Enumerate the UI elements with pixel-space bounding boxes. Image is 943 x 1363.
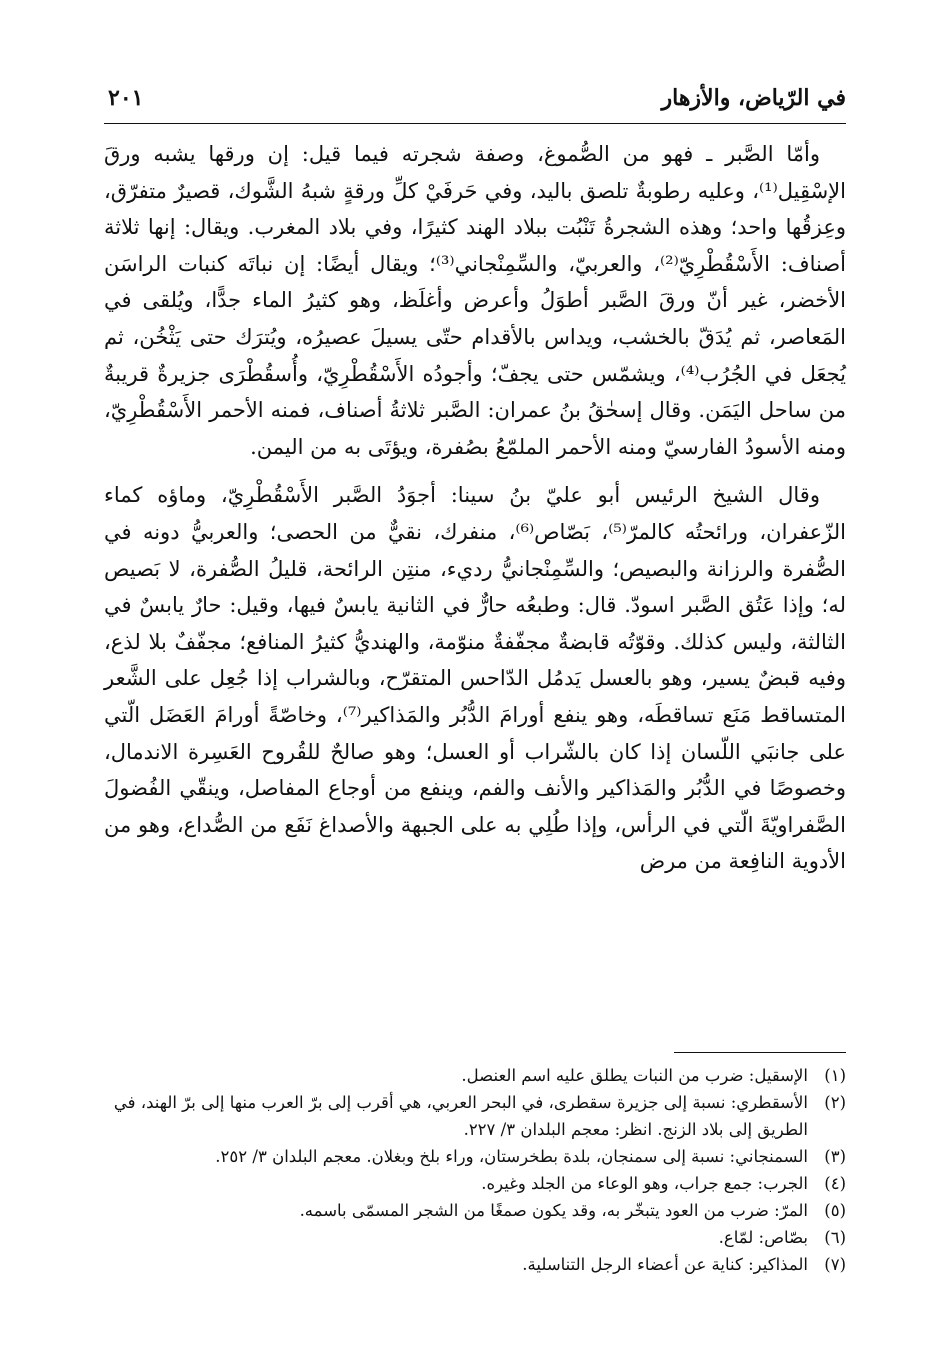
main-text (104, 136, 846, 880)
footnote-number: (٧) (824, 1255, 846, 1274)
header-rule (104, 123, 846, 124)
footnote-text: المذاكير: كناية عن أعضاء الرجل التناسلية. (522, 1255, 808, 1274)
footnote-text: الجرب: جمع جراب، وهو الوعاء من الجلد وغيره. (481, 1174, 808, 1193)
page-number: ٢٠١ (108, 85, 144, 111)
footnote-number: (٤) (824, 1174, 846, 1193)
footnote-number: (٣) (824, 1147, 846, 1166)
footnote-text: بصّاص: لمّاع. (718, 1228, 808, 1247)
footnote-item (104, 1089, 846, 1143)
footnote-item (104, 1062, 846, 1089)
footnote-text: السمنجاني: نسبة إلى سمنجان، بلدة بطخرستان، وراء بلخ وبغلان. معجم البلدان ٣/ ٢٥٢. (215, 1147, 808, 1166)
footnote-rule (674, 1052, 846, 1053)
footnote-number: (٢) (824, 1093, 846, 1112)
footnote-text: الأسقطري: نسبة إلى جزيرة سقطرى، في البحر العربي، هي أقرب إلى برّ العرب منها إلى برّ الهند، في الطريق إلى بلاد الزنج. انظر: معجم البلدان ٣/ ٢٢٧. (113, 1093, 808, 1139)
footnote-number: (٥) (824, 1201, 846, 1220)
footnote-text: الإسقيل: ضرب من النبات يطلق عليه اسم العنصل. (461, 1066, 808, 1085)
footnote-item (104, 1251, 846, 1278)
running-head (104, 80, 846, 116)
footnote-number: (١) (824, 1066, 846, 1085)
paragraph-aloe-description: وأمّا الصَّبر ـ فهو من الصُّموغ، وصفة شجرته فيما قيل: إن ورقها يشبه ورقَ الإسْقِيل⁽¹⁾، وعليه رطوبةٌ تلصق باليد، وفي حَرفَيْ كلِّ ورقةٍ شبهُ الشَّوك، قصيرٌ متفرّق، وعِزقُها واحد؛ وهذه الشجرةُ تَنْبُت ببلاد الهند كثيرًا، وفي بلاد المغرب. ويقال: إنها ثلاثة أصناف: الأَسْقُطْرِيّ⁽²⁾، والعربيّ، والسِّمِنْجاني⁽³⁾؛ ويقال أيضًا: إن نباتَه كنبات الراسَن الأخضر، غير أنّ ورقَ الصَّبر أطوَلُ وأعرض وأغلَظ، وهو كثيرُ الماء جدًّا، ويُلقى في المَعاصر، ثم يُدَقّ بالخشب، ويداس بالأقدام حتّى يسيلَ عصيرُه، ويُترَك حتى يَثْخُن، ثم يُجعَل في الجُرُب⁽⁴⁾، ويشمّس حتى يجفّ؛ وأجودُه الأَسْقُطْرِيّ، وأُسقُطْرَى جزيرةٌ قريبةٌ من ساحل اليَمَن. وقال إسحٰقُ بنُ عمران: الصَّبر ثلاثةُ أصناف، فمنه الأحمر الأَسْقُطْرِيّ، ومنه الأسودُ الفارسيّ ومنه الأحمر الملمّعُ بصُفرة، ويؤتَى به من اليمن. (104, 142, 846, 459)
footnote-item (104, 1170, 846, 1197)
paragraph-ibn-sina-quote: وقال الشيخ الرئيس أبو عليّ بنُ سينا: أجوَدُ الصَّبر الأَسْقُطْرِيّ، وماؤه كماء الزّعفران، ورائحتُه كالمرّ⁽⁵⁾، بَصّاص⁽⁶⁾، منفرك، نقيٌّ من الحصى؛ والعربيُّ دونه في الصُّفرة والرزانة والبصيص؛ والسِّمِنْجانيُّ رديء، منتِن الرائحة، قليلُ الصُّفرة، لا بَصيص له؛ وإذا عَتُق الصَّبر اسودّ. قال: وطبعُه حارٌّ في الثانية يابسٌ فيها، وقيل: حارٌ يابسٌ في الثالثة، وليس كذلك. وقوّتُه قابضةٌ مجفّفةٌ منوّمة، والهنديُّ كثيرُ المنافع؛ مجفّفٌ بلا لذع، وفيه قبضٌ يسير، وهو بالعسل يَدمُل الدّاحس المتقرّح، وبالشراب إذا جُعِل على الشَّعر المتساقط مَنَع تساقطَه، وهو ينفع أورامَ الدُّبُر والمَذاكير⁽⁷⁾، وخاصّةً أورامَ العَضَل الّتي على جانبَي اللّسان إذا كان بالشّراب أو العسل؛ وهو صالحٌ للقُروح العَسِرة الاندمال، وخصوصًا في الدُّبُر والمَذاكير والأنف والفم، وينفع من أوجاع المفاصل، وينقّي الفُضولَ الصَّفراويّةَ الّتي في الرأس، وإذا طُلِي به على الجبهة والأصداغ نَفَع من الصُّداع، وهو من الأدوية النافِعة من مرض (104, 483, 846, 874)
footnote-item (104, 1143, 846, 1170)
footnote-text: المرّ: ضرب من العود يتبخّر به، وقد يكون صمغًا من الشجر المسمّى باسمه. (299, 1201, 808, 1220)
running-title: في الرّياض، والأزهار (661, 85, 846, 111)
footnote-item (104, 1224, 846, 1251)
footnote-item (104, 1197, 846, 1224)
footnotes-list (104, 1062, 846, 1278)
footnote-number: (٦) (824, 1228, 846, 1247)
